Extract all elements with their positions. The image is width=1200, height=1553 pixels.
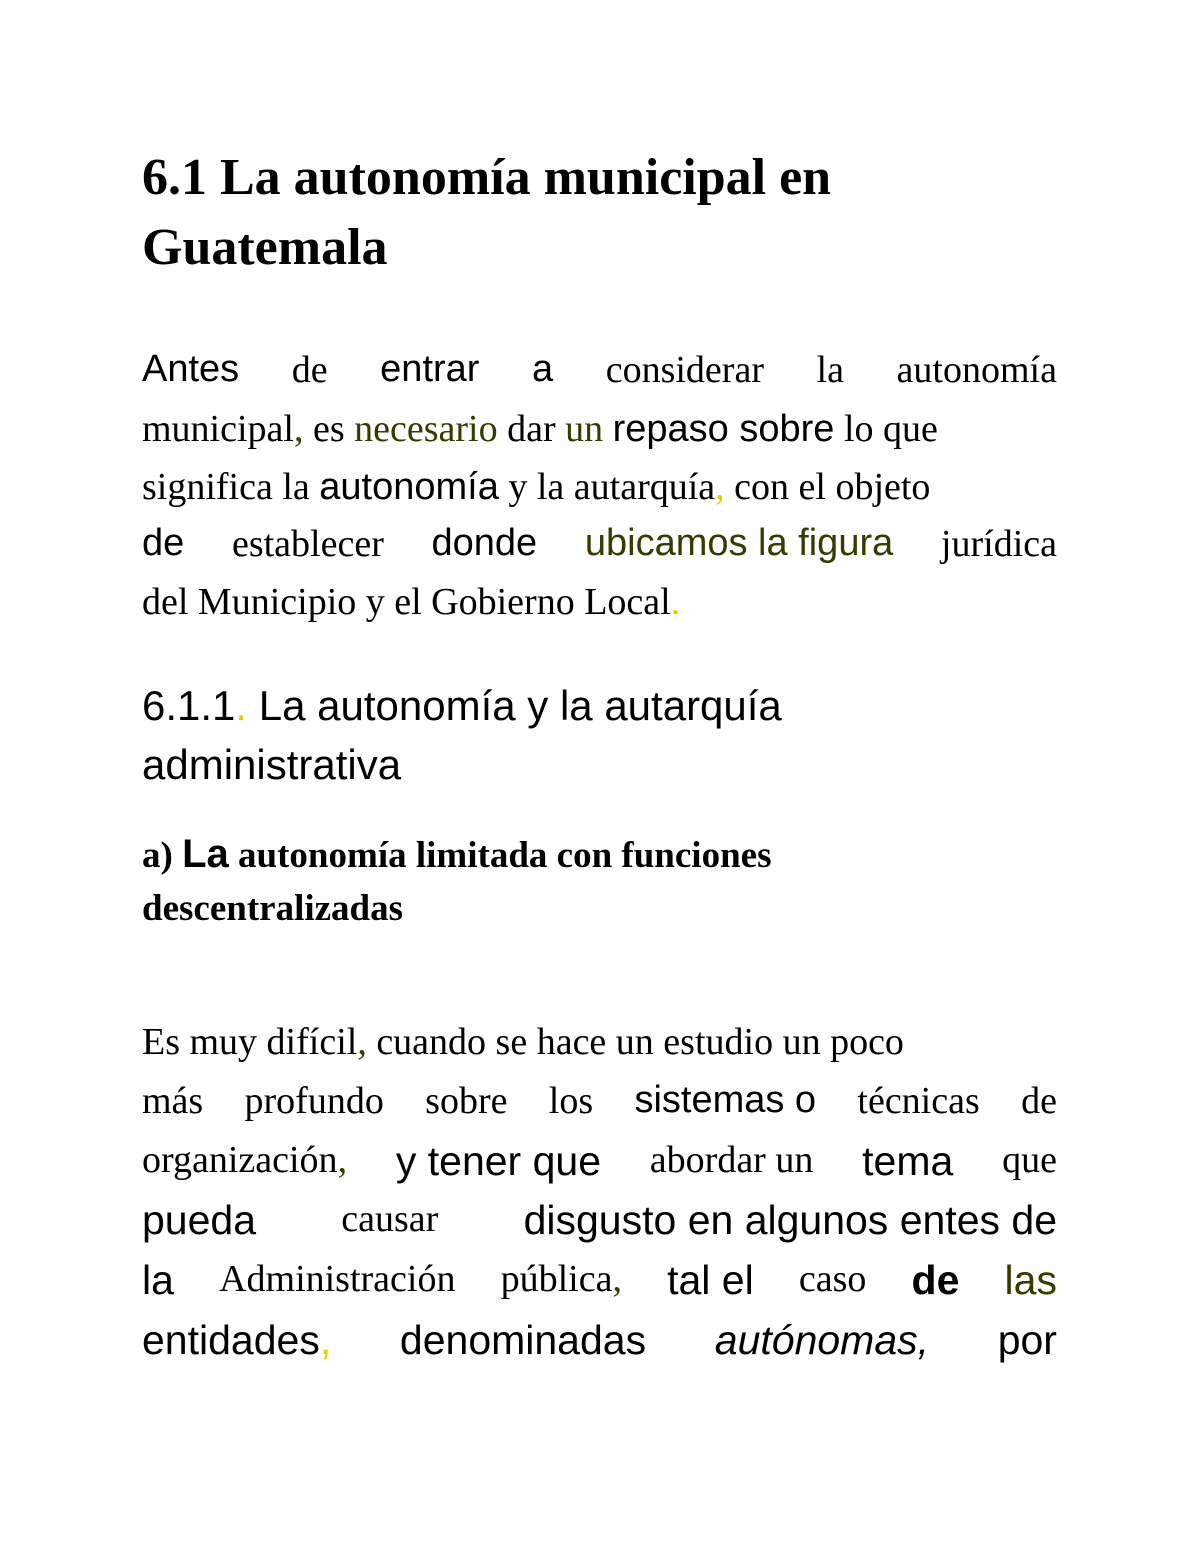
word: es [303, 408, 355, 450]
word: sobre [425, 1080, 508, 1122]
word: autonomía [319, 466, 499, 508]
paragraph-1-line-2 [142, 407, 1057, 451]
paragraph-1-line-5 [142, 580, 1057, 624]
paragraph-2-line-6 [142, 1317, 1057, 1364]
word: abordar un [649, 1139, 814, 1181]
word: necesario [354, 408, 498, 450]
heading-title: autonomía limitada con funciones [228, 835, 772, 876]
space [603, 408, 613, 450]
word: pueda [142, 1197, 257, 1243]
punct: , [319, 1317, 332, 1363]
paragraph-1-line-1 [142, 348, 1057, 392]
word: y la autarquía [498, 466, 716, 508]
heading-prefix: a) [142, 835, 183, 876]
sub-subsection-heading-line-2: descentralizadas [142, 888, 404, 929]
word: profundo [244, 1080, 384, 1122]
punct: , [715, 466, 725, 508]
word: a [532, 348, 554, 390]
word: los [548, 1080, 594, 1122]
word: entrar [380, 348, 480, 390]
paragraph-1-line-4 [142, 522, 1057, 566]
paragraph-2-line-1 [142, 1020, 1057, 1064]
punct: , [357, 1021, 367, 1063]
word: autónomas [714, 1317, 918, 1363]
word: tal el [667, 1257, 754, 1303]
word: pública [500, 1258, 613, 1300]
subsection-title: La autonomía y la autarquía [247, 682, 782, 729]
punct: , [612, 1258, 622, 1300]
section-heading-line-2: Guatemala [142, 219, 388, 276]
punct: . [670, 581, 681, 623]
word: jurídica [940, 523, 1057, 565]
word: un [565, 408, 604, 450]
word: que [1002, 1139, 1057, 1181]
word: de [1021, 1080, 1057, 1122]
paragraph-2-line-5 [142, 1257, 1057, 1304]
word: las [1004, 1257, 1057, 1303]
word: disgusto en algunos entes de [523, 1197, 1057, 1243]
section-heading-line-1: 6.1 La autonomía municipal en [142, 149, 832, 206]
paragraph-2-line-4 [142, 1197, 1057, 1244]
word: repaso sobre [612, 408, 835, 450]
word: donde [431, 522, 538, 564]
word: Administración [219, 1258, 456, 1300]
punct: , [337, 1139, 348, 1181]
paragraph-1-line-3 [142, 465, 1057, 509]
word: organización [142, 1139, 338, 1181]
punct: , [917, 1317, 930, 1363]
word: de [142, 522, 185, 564]
word: tema [862, 1138, 954, 1184]
word: municipal [142, 408, 294, 450]
paragraph-2-line-2 [142, 1079, 1057, 1123]
word: causar [341, 1198, 439, 1240]
paragraph-2-line-3 [142, 1138, 1057, 1185]
word: más [142, 1080, 204, 1122]
word: la [142, 1257, 174, 1303]
word: y tener que [395, 1138, 601, 1184]
word: de [291, 349, 328, 391]
subsection-number: 6.1.1 [142, 682, 236, 729]
word: Antes [142, 348, 240, 390]
punct: . [235, 682, 248, 729]
word: Es muy difícil [142, 1021, 358, 1063]
word: por [997, 1317, 1057, 1363]
word: entidades [142, 1317, 320, 1363]
word: establecer [231, 523, 384, 565]
subsection-heading-line-2: administrativa [142, 741, 402, 788]
word: considerar [605, 349, 764, 391]
word: la [816, 349, 844, 391]
word: técnicas [857, 1080, 980, 1122]
word: caso [798, 1258, 867, 1300]
word: sistemas o [634, 1079, 817, 1121]
word: con el objeto [724, 466, 931, 508]
word: ubicamos la figura [584, 522, 894, 564]
word: autonomía [896, 349, 1057, 391]
subsection-heading-line-1 [142, 682, 1057, 730]
sub-subsection-heading-line-1 [142, 832, 1057, 877]
word: del Municipio y el Gobierno Local [142, 581, 671, 623]
word: significa la [142, 466, 320, 508]
word: lo que [834, 408, 938, 450]
punct: , [293, 408, 304, 450]
word: denominadas [399, 1317, 647, 1363]
word: de [911, 1257, 960, 1303]
word: La [182, 832, 229, 876]
word: cuando se hace un estudio un poco [366, 1021, 904, 1063]
word: dar [497, 408, 566, 450]
